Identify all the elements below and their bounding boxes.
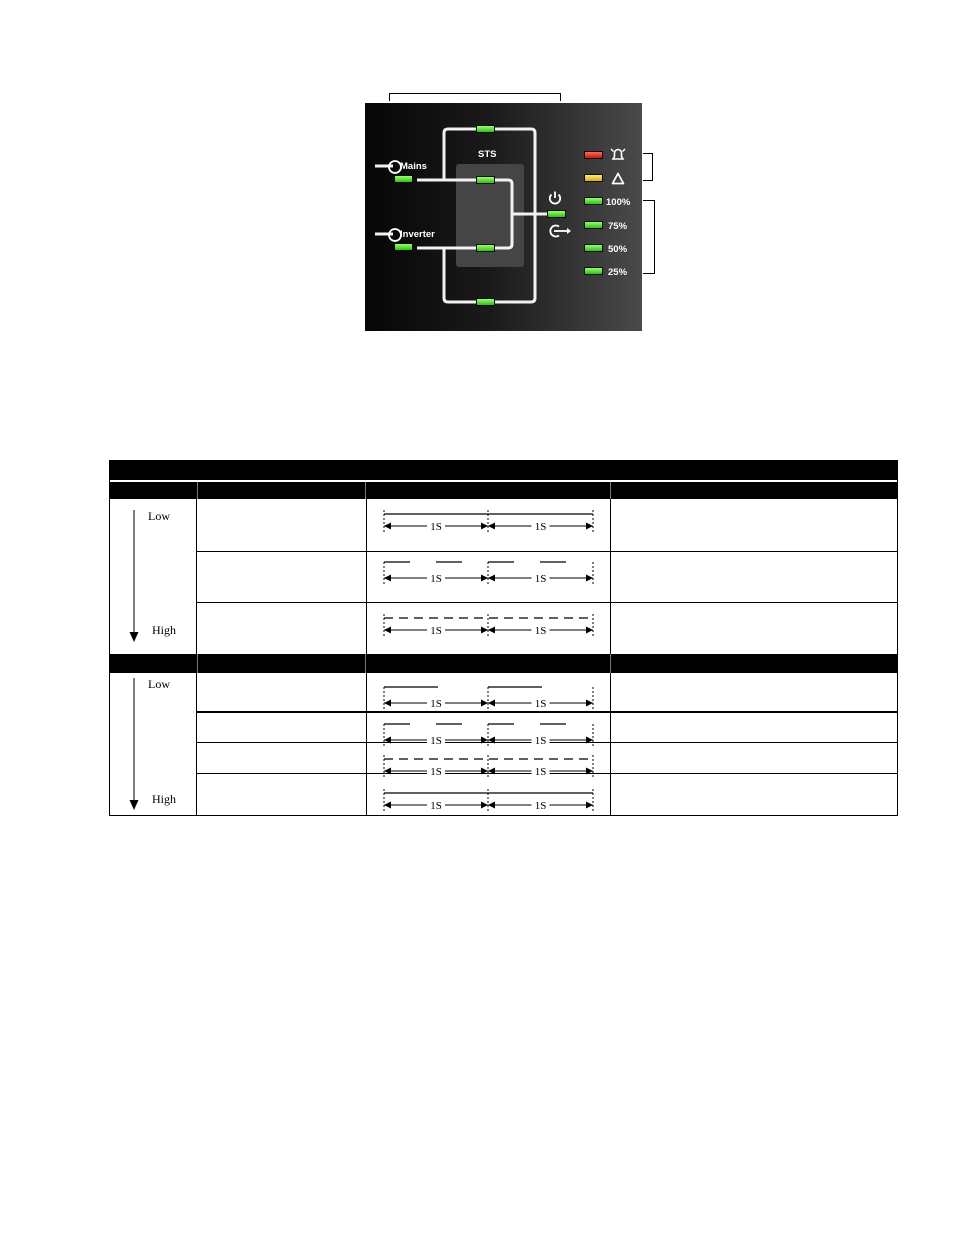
table-title-bar [110, 461, 897, 480]
priority-arrow-2 [125, 676, 145, 812]
fault-alarm-icon [610, 148, 626, 162]
warning-triangle-icon [611, 172, 625, 185]
interval-label: 1S [534, 735, 547, 747]
inverter-label: Inverter [400, 229, 435, 240]
mains-led [394, 175, 413, 183]
interval-label: 1S [534, 521, 547, 533]
interval-label: 1S [534, 800, 547, 812]
load-led-100 [584, 197, 603, 205]
load-label-50: 50% [608, 244, 628, 255]
interval-label: 1S [430, 573, 442, 585]
interval-label: 1S [430, 521, 442, 533]
interval-label: 1S [534, 573, 547, 585]
interval-label: 1S [534, 766, 547, 778]
load-led-50 [584, 244, 603, 252]
load-label-100: 100% [606, 197, 631, 208]
section-1-high-label: High [152, 623, 176, 637]
power-flow-lines [365, 103, 642, 331]
load-led-75 [584, 221, 603, 229]
bypass-bottom-led [476, 298, 495, 306]
timing-diagram-continuous [380, 779, 600, 813]
section-2-high-label: High [152, 792, 176, 806]
alarm-bracket [643, 153, 653, 181]
timing-diagram-long-beep [380, 677, 600, 711]
sts-label: STS [478, 149, 497, 160]
sts-inverter-led [476, 244, 495, 252]
interval-label: 1S [430, 800, 442, 812]
load-bracket [643, 200, 655, 274]
interval-label: 1S [534, 698, 547, 710]
power-icon [547, 190, 563, 206]
led-status-panel [365, 103, 642, 331]
timing-diagram-fast-blink [380, 604, 600, 638]
section-1-header [110, 482, 897, 499]
priority-arrow-1 [125, 508, 145, 644]
section-2-header [110, 654, 897, 673]
inverter-led [394, 243, 413, 251]
interval-label: 1S [430, 735, 442, 747]
interval-label: 1S [430, 698, 442, 710]
fault-led [584, 151, 603, 159]
mains-label: Mains [400, 161, 427, 172]
warning-led [584, 174, 603, 182]
load-led-25 [584, 267, 603, 275]
load-label-75: 75% [608, 221, 628, 232]
interval-label: 1S [534, 625, 547, 637]
timing-diagram-steady [380, 500, 600, 534]
interval-label: 1S [430, 625, 442, 637]
timing-diagram-slow-blink [380, 552, 600, 586]
output-led [547, 210, 566, 218]
timing-diagram-fast-beep [380, 745, 600, 779]
panel-top-bracket [389, 93, 561, 101]
interval-label: 1S [430, 766, 442, 778]
load-label-25: 25% [608, 267, 628, 278]
bypass-top-led [476, 125, 495, 133]
section-1-low-label: Low [148, 509, 170, 523]
output-plug-icon [548, 223, 576, 239]
section-2-low-label: Low [148, 677, 170, 691]
sts-mains-led [476, 176, 495, 184]
timing-diagram-slow-beep [380, 714, 600, 748]
